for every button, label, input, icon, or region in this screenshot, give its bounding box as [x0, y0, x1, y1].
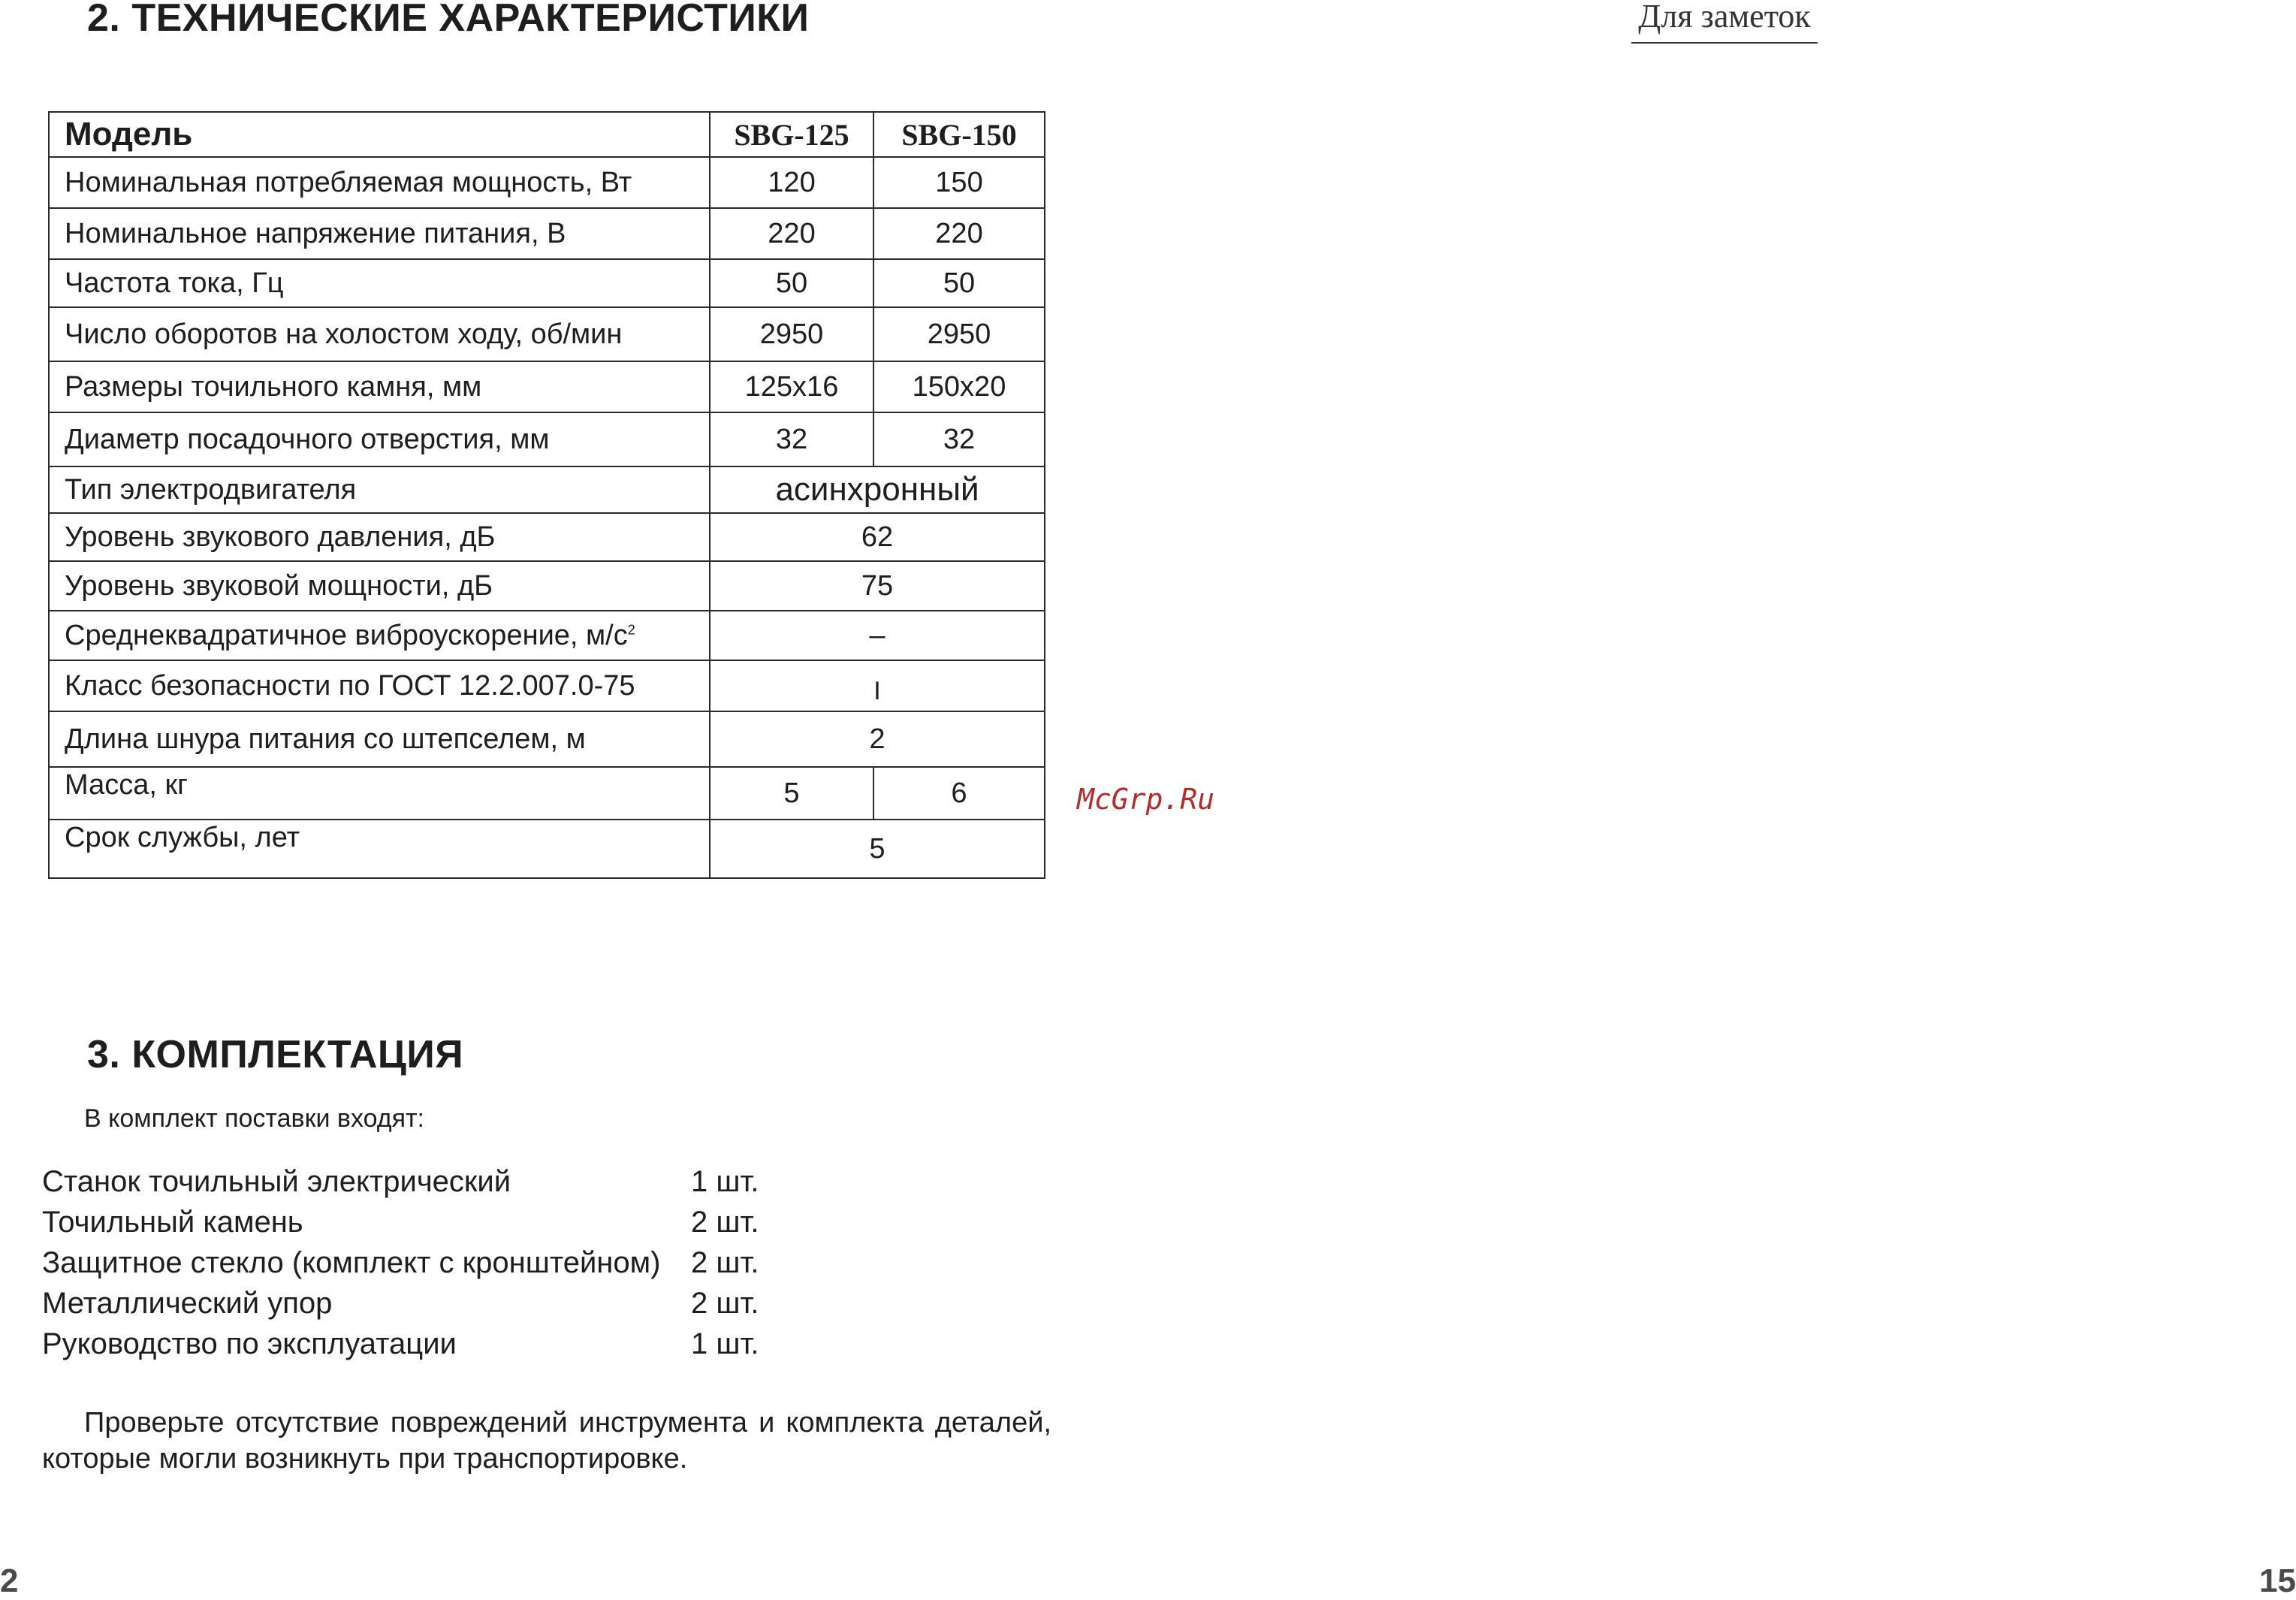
spec-label: Класс безопасности по ГОСТ 12.2.007.0-75	[49, 660, 710, 711]
spec-row	[49, 208, 1045, 259]
spec-value-2: 150	[873, 157, 1045, 208]
kit-item-qty: 2 шт.	[691, 1205, 759, 1239]
spec-label: Номинальная потребляемая мощность, Вт	[49, 157, 710, 208]
spec-label: Среднеквадратичное виброускорение, м/с	[65, 619, 628, 651]
kit-item-qty: 2 шт.	[691, 1286, 759, 1320]
kit-item-qty: 1 шт.	[691, 1327, 759, 1360]
spec-label: Уровень звуковой мощности, дБ	[49, 561, 710, 611]
spec-label: Частота тока, Гц	[49, 259, 710, 307]
spec-value-2: 2950	[873, 307, 1045, 361]
section3-title: 3. КОМПЛЕКТАЦИЯ	[87, 1033, 464, 1076]
kit-item-name: Точильный камень	[42, 1205, 303, 1239]
spec-header-model-1: SBG-125	[710, 112, 873, 157]
list-item	[42, 1242, 759, 1283]
spec-label: Число оборотов на холостом ходу, об/мин	[49, 307, 710, 361]
spec-value-1: 2950	[710, 307, 873, 361]
kit-item-name: Металлический упор	[42, 1286, 333, 1320]
spec-value: –	[710, 611, 1045, 660]
spec-value: 62	[710, 513, 1045, 561]
spec-label: Диаметр посадочного отверстия, мм	[49, 412, 710, 466]
spec-row	[49, 361, 1045, 412]
spec-value: 75	[710, 561, 1045, 611]
spec-table	[48, 111, 1045, 879]
spec-row	[49, 611, 1045, 660]
spec-label: Длина шнура питания со штепселем, м	[49, 711, 710, 767]
spec-value-1: 5	[710, 767, 873, 820]
spec-value: I	[710, 660, 1045, 711]
list-item	[42, 1202, 759, 1242]
spec-header-model-2: SBG-150	[873, 112, 1045, 157]
list-item	[42, 1324, 759, 1364]
spec-value-1: 125x16	[710, 361, 873, 412]
spec-row	[49, 466, 1045, 513]
spec-value-2: 220	[873, 208, 1045, 259]
spec-row	[49, 157, 1045, 208]
spec-label-vibration	[49, 611, 710, 660]
spec-row	[49, 820, 1045, 878]
spec-label-superscript: 2	[627, 621, 635, 637]
kit-intro: В комплект поставки входят:	[84, 1104, 425, 1133]
spec-label: Срок службы, лет	[49, 820, 710, 878]
spec-value-1: 120	[710, 157, 873, 208]
spec-row	[49, 767, 1045, 820]
list-item	[42, 1161, 759, 1202]
page-number-left: 2	[0, 1562, 19, 1599]
spec-row	[49, 711, 1045, 767]
spec-value-1: 50	[710, 259, 873, 307]
spec-value-2: 150x20	[873, 361, 1045, 412]
spec-value-2: 32	[873, 412, 1045, 466]
list-item	[42, 1283, 759, 1324]
spec-row	[49, 412, 1045, 466]
spec-row	[49, 307, 1045, 361]
notes-heading: Для заметок	[1631, 0, 1818, 44]
spec-label: Тип электродвигателя	[49, 466, 710, 513]
spec-label: Размеры точильного камня, мм	[49, 361, 710, 412]
kit-list	[42, 1161, 759, 1364]
kit-item-qty: 1 шт.	[691, 1164, 759, 1198]
spec-value-1: 32	[710, 412, 873, 466]
spec-row	[49, 660, 1045, 711]
kit-item-name: Защитное стекло (комплект с кронштейном)	[42, 1245, 661, 1279]
kit-item-qty: 2 шт.	[691, 1245, 759, 1279]
spec-header-row	[49, 112, 1045, 157]
spec-row	[49, 513, 1045, 561]
watermark: McGrp.Ru	[1077, 783, 1215, 816]
spec-value: 2	[710, 711, 1045, 767]
spec-value-2: 6	[873, 767, 1045, 820]
spec-label: Номинальное напряжение питания, В	[49, 208, 710, 259]
spec-value: асинхронный	[710, 466, 1045, 513]
spec-value-1: 220	[710, 208, 873, 259]
page-number-right: 15	[2259, 1562, 2296, 1599]
spec-row	[49, 259, 1045, 307]
inspection-note: Проверьте отсутствие повреждений инструмента и комплекта деталей, которые могли возникнуть при транспортировке.	[42, 1407, 1051, 1475]
spec-header-label: Модель	[49, 112, 710, 157]
spec-value-2: 50	[873, 259, 1045, 307]
kit-item-name: Руководство по эксплуатации	[42, 1327, 457, 1360]
spec-value: 5	[710, 820, 1045, 878]
section2-title: 2. ТЕХНИЧЕСКИЕ ХАРАКТЕРИСТИКИ	[87, 0, 810, 40]
kit-item-name: Станок точильный электрический	[42, 1164, 511, 1198]
spec-label: Масса, кг	[49, 767, 710, 820]
spec-label: Уровень звукового давления, дБ	[49, 513, 710, 561]
spec-row	[49, 561, 1045, 611]
